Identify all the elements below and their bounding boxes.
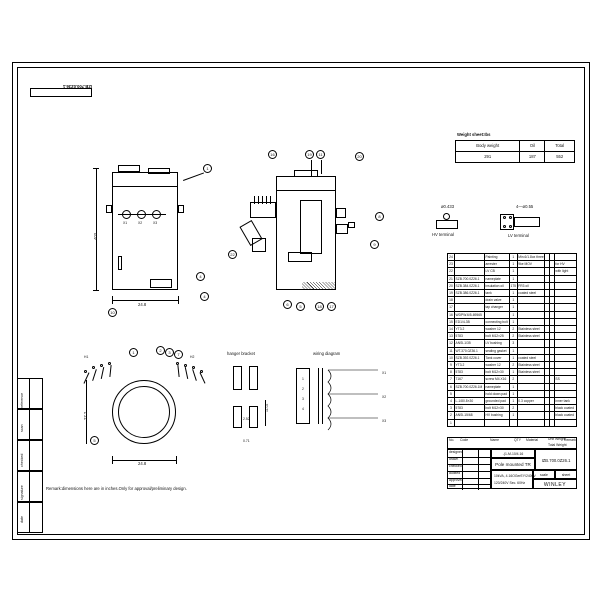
bom-cell-material [517, 275, 545, 282]
bom-cell-no: 18 [449, 298, 453, 303]
balloon-16: 16 [268, 150, 277, 159]
hanger-bracket-c [233, 406, 242, 428]
bom-cell-code [454, 419, 484, 426]
hanger-dim-1102: 11.02 [265, 403, 269, 412]
spec-line-1: 10kVA, 4.16OGerEY/2400V [494, 474, 536, 478]
bom-col-unit-weight: Unit Weight [548, 437, 566, 441]
bom-row [448, 376, 577, 383]
bom-row [448, 304, 577, 311]
approval-row-designed: designed [449, 450, 463, 454]
top-view-tag-h2: H2 [190, 355, 195, 359]
bom-cell-code: SZB.392.0Z26.1 [454, 354, 484, 361]
bom-col-material: Material [526, 438, 539, 442]
bom-cell-qty: 2 [509, 362, 517, 369]
bom-cell-name: sealing gasket [484, 347, 509, 354]
bom-cell-qty: 1 [509, 311, 517, 318]
spec-line-2: 120/240V Sec. 60Hz [494, 481, 526, 485]
bom-cell-name: drain valve [484, 297, 509, 304]
bom-cell-material: Stainless steel [517, 369, 545, 376]
balloon-4b: 4 [200, 292, 209, 301]
bom-cell-material: FR3 oil [517, 282, 545, 289]
balloon-11: 11 [316, 150, 325, 159]
bom-cell-qty: 1 [509, 412, 517, 419]
bom-cell-remark [554, 347, 576, 354]
front-bushing-axis [118, 214, 166, 215]
bom-cell-name: insulation oil [484, 282, 509, 289]
wiring-core2 [322, 368, 323, 424]
bom-cell-no: 24 [449, 255, 453, 259]
side-bracket-mid [336, 224, 348, 234]
front-side-strip [118, 256, 122, 270]
front-bushing-label-x3: X3 [153, 221, 158, 225]
balloon-5: 5 [296, 302, 305, 311]
top-view-tag-h1: H1 [84, 355, 89, 359]
bom-cell-material: Stainless steel [517, 362, 545, 369]
bom-cell-no: 14 [449, 327, 453, 332]
lv-terminal-dim: 4—ø0.55 [516, 204, 534, 209]
bom-cell-name: nameplate [484, 383, 509, 390]
bom-cell-material [517, 412, 545, 419]
sheet-label: sheet [555, 470, 577, 479]
balloon-3-top: 3 [165, 348, 174, 357]
weight-sheet-table [455, 140, 575, 163]
approval-row-checked: checked [449, 464, 462, 468]
wiring-out-x3: X3 [382, 419, 387, 423]
bom-cell-remark: inner tank [554, 398, 576, 405]
balloon-2-top: 2 [156, 346, 165, 355]
bom-cell-code [454, 304, 484, 311]
bom-cell-no: 13 [449, 334, 453, 339]
bom-cell-name: Tank cover [484, 354, 509, 361]
bom-row [448, 326, 577, 333]
front-view-cover-lip2 [118, 165, 140, 172]
bom-row [448, 390, 577, 397]
approval-row-drawn: drawn [449, 457, 459, 461]
bom-cell-code: ED1/4-3B [454, 318, 484, 325]
bom-cell-remark [554, 390, 576, 397]
bom-cell-qty: 2 [509, 376, 517, 383]
bom-row [448, 311, 577, 318]
bom-row [448, 398, 577, 405]
bom-cell-material: coated steel [517, 354, 545, 361]
side-bracket-top [336, 208, 346, 218]
bom-cell-no: 22 [449, 269, 453, 274]
bom-cell-material [517, 383, 545, 390]
bom-cell-remark: for HV [554, 261, 576, 268]
bom-cell-qty: 1 [509, 354, 517, 361]
balloon-19: 19 [305, 150, 314, 159]
bom-cell-remark [554, 326, 576, 333]
bom-cell-material [517, 347, 545, 354]
balloon-18: 18 [315, 302, 324, 311]
corner-code-text: IZB.700.0Z36.1 [62, 84, 92, 89]
bom-cell-material [517, 419, 545, 426]
bom-cell-code [454, 268, 484, 275]
drawing-number: IZB.700.0Z26.1 [535, 449, 577, 470]
remark-note: Remark:dimensions here are in inches.Only for approval/preliminary design. [46, 486, 187, 491]
bom-cell-material [517, 311, 545, 318]
bom-cell-no: 23 [449, 262, 453, 267]
approval-row-approved: approved [449, 478, 464, 482]
bom-cell-remark [554, 275, 576, 282]
bom-cell-qty: 1 [509, 275, 517, 282]
balloon-7-top: 7 [174, 350, 183, 359]
balloon-1-top: 1 [129, 348, 138, 357]
front-view-cover-lip [148, 168, 170, 174]
weight-value-body: 291 [456, 152, 520, 163]
bom-cell-remark [554, 282, 576, 289]
bom-cell-code: SZB.386.0Z26.1 [454, 290, 484, 297]
wiring-out-x1: X1 [382, 371, 387, 375]
bom-row [448, 254, 577, 261]
bom-cell-material [517, 304, 545, 311]
bom-cell-qty: 1 [509, 383, 517, 390]
hanger-dim-252: 2.52 [243, 417, 250, 421]
bom-cell-no: 2 [448, 412, 455, 419]
front-left-lug [106, 205, 112, 213]
balloon-6: 6 [283, 300, 292, 309]
bom-cell-qty [509, 419, 517, 426]
bom-cell-code: SZB.700.0Z26.1M [454, 383, 484, 390]
front-dim-line-h [112, 300, 178, 301]
front-dim-403: 403 [93, 233, 98, 240]
bom-cell-no: 10 [449, 355, 453, 360]
front-nameplate [150, 279, 172, 288]
bom-cell-code [454, 390, 484, 397]
drawing-sheet: IZB.700.0Z36.1 X1 X2 X3 403 24.8 1 4 4 10 16 19 11 20 8 9 22 6 5 18 17 ø0.433 HV terminal 4—ø0.55 LV terminal H1 H2 1 2 3 7 5 27.2 24.8 hanger bracket 11.02 2.52 0.71 wiring diagram X1 X2 X3 1 2 3 4 Remark:dimensions here are in inches.Only for approval/preliminary design. Weight sheet:Ibs Body weight Oil Total 291 187 552 24 Painting 1 Min.6/1.8ox three 23 arrester 1 9ke MOV for HV 22 LV CB 1 with light 21 SZB.700.0Z26.1 nameplate 1 20 SZB.384.0Z26.1 insulation oil 175 FR3 oil 19 SZB.386.0Z26.1 tank 1 coated steel 18 drain valve 1 17 tap changer 1 16 WDPW.6/5-69565 1 15 ED1/4-3B connecting bolt 1 14 YT3.2 washer 12 2 Stainless steel 13 5783 bolt M12×25 2 Stainless steel 12 ANSI-1/35 LV bushing 3 11 WT.370.0Z36.1 sealing gasket 1 10 SZB.392.0Z26.1 Tank cover 1 coated steel 9 YT3.2 washer 12 2 Stainless steel 8 5783 bolt M12×30 1 Stainless steel 7 7167 screw M4.X16 2 SS 6 SZB.700.0Z26.1M nameplate 1 5 hold down pad 1 4 L-1/80.8×30 grounded pad 1 0.3 copper inner tank 3 5783 bolt M12×30 2 black coated 2 ANSI-15/68 HV bushing 1 black coated 1 No. Code Name QTY Material Unit Weight Total Weight Remark designed drawn checked audited approved date -)1-M-10/4.16 Pole mounted TR IZB.700.0Z26.1 10kVA, 4.16OGerEY/2400V 120/240V Sec. 60Hz scale sheet WINLEY reference scan checked signature date [0, 0, 600, 600]
bom-cell-remark [554, 340, 576, 347]
bom-cell-remark [554, 362, 576, 369]
bom-cell-name: bolt M12×25 [484, 333, 509, 340]
bom-cell-no: 20 [449, 283, 453, 288]
side-view-hatch [302, 282, 336, 290]
bom-cell-code [454, 297, 484, 304]
approval-row-date: date [449, 484, 456, 488]
bom-cell-qty: 1 [509, 290, 517, 297]
bom-cell-no: 1 [448, 419, 455, 426]
bom-cell-material: 0.3 copper [517, 398, 545, 405]
bom-cell-material [517, 268, 545, 275]
side-view-cover-lip [294, 170, 318, 177]
bom-row [448, 275, 577, 282]
bom-cell-remark [554, 297, 576, 304]
bom-row [448, 412, 577, 419]
bom-col-remark: Remark [564, 438, 576, 442]
part-code: -)1-M-10/4.16 [491, 449, 535, 458]
drain-valve [252, 238, 266, 252]
wiring-coil [326, 364, 446, 444]
bom-cell-no: 11 [449, 348, 453, 353]
approval-grid [447, 449, 491, 489]
top-view-inner-circle [118, 386, 170, 438]
bom-cell-no: 8 [448, 369, 455, 376]
bom-cell-code: ANSI-1/35 [454, 340, 484, 347]
front-bushing-label-x1: X1 [123, 221, 128, 225]
balloon-10: 10 [108, 308, 117, 317]
bom-cell-code: SZB.384.0Z26.1 [454, 282, 484, 289]
bom-cell-name [484, 311, 509, 318]
bom-col-name: Name [490, 438, 500, 442]
bom-col-code: Code [460, 438, 469, 442]
bom-cell-no: 15 [449, 319, 453, 324]
bom-cell-no: 6 [448, 383, 455, 390]
bom-row [448, 369, 577, 376]
bom-cell-no: 5 [448, 390, 455, 397]
bom-cell-code [454, 254, 484, 261]
wiring-diagram-label: wiring diagram [313, 351, 341, 356]
balloon-5-top: 5 [90, 436, 99, 445]
bom-cell-code: 5783 [454, 405, 484, 412]
bom-cell-code: YT3.2 [454, 362, 484, 369]
bom-cell-name: Painting [484, 254, 509, 261]
side-view-cover-line [276, 190, 336, 191]
bom-cell-code: ANSI-15/68 [454, 412, 484, 419]
bom-cell-name [484, 419, 509, 426]
bom-cell-name: connecting bolt [485, 319, 508, 324]
balloon-4: 4 [196, 272, 205, 281]
front-dim-tick-r [178, 296, 179, 304]
bom-cell-code: SZB.700.0Z26.1 [454, 275, 484, 282]
bom-row [448, 290, 577, 297]
hv-terminal-body [436, 220, 458, 229]
bom-cell-code: WT.370.0Z36.1 [454, 347, 484, 354]
front-dim-tick-bottom [93, 290, 99, 291]
bom-cell-qty: 2 [509, 405, 517, 412]
leader-11 [321, 160, 322, 174]
bom-cell-remark: SS [554, 376, 576, 383]
bom-cell-no: 19 [449, 291, 453, 296]
bom-table [447, 253, 577, 427]
bom-cell-remark [554, 354, 576, 361]
bom-cell-material: Stainless steel [517, 333, 545, 340]
bom-cell-remark [554, 318, 576, 325]
bom-cell-name: washer 12 [484, 362, 509, 369]
title-block [447, 437, 577, 529]
tap-changer [250, 202, 276, 218]
bom-row [448, 419, 577, 426]
front-dim-tick-top [93, 168, 99, 169]
bom-row [448, 354, 577, 361]
bom-row [448, 297, 577, 304]
bom-row [448, 340, 577, 347]
bom-cell-material: Stainless steel [517, 326, 545, 333]
bom-cell-name: bolt M12×30 [484, 369, 509, 376]
bom-row [448, 318, 577, 325]
bom-cell-no: 21 [449, 276, 453, 281]
bom-cell-qty: 1 [509, 398, 517, 405]
bom-cell-material [517, 340, 545, 347]
bom-cell-material [517, 318, 545, 325]
bom-cell-qty: 1 [509, 369, 517, 376]
bom-row [448, 347, 577, 354]
stamp-checked: checked [20, 453, 24, 467]
bom-row [448, 282, 577, 289]
bom-cell-remark: with light [554, 268, 576, 275]
bom-cell-no: 12 [449, 341, 453, 346]
hv-terminal-hole [443, 213, 450, 220]
bom-cell-name: grounded pad [484, 398, 509, 405]
bom-cell-name: washer 12 [484, 326, 509, 333]
bom-cell-remark [554, 369, 576, 376]
bom-cell-qty: 175 [510, 283, 516, 288]
weight-header-body: Body weight [456, 141, 520, 152]
bom-cell-code: YT3.2 [454, 326, 484, 333]
bom-cell-code: 5783 [454, 369, 484, 376]
bom-cell-qty: 1 [509, 390, 517, 397]
stamp-date: date [20, 516, 24, 523]
bom-cell-name: arrester [484, 261, 509, 268]
approval-row-audited: audited [449, 471, 461, 475]
bom-cell-code: WDPW.6/5-69565 [454, 311, 484, 318]
front-view-cover-line [112, 186, 178, 187]
bom-cell-remark: black coated [554, 405, 576, 412]
bom-cell-qty: 1 [509, 304, 517, 311]
bom-cell-remark [554, 304, 576, 311]
bom-cell-no: 4 [448, 398, 455, 405]
bom-cell-remark [554, 290, 576, 297]
bom-row [448, 261, 577, 268]
bom-cell-no: 9 [448, 362, 455, 369]
bom-cell-qty: 2 [509, 326, 517, 333]
stamp-scan: scan [20, 424, 24, 432]
balloon-9: 9 [370, 240, 379, 249]
bom-cell-no: 7 [448, 376, 455, 383]
bom-row [448, 405, 577, 412]
bom-cell-qty: 3 [509, 340, 517, 347]
front-right-lug [178, 205, 184, 213]
bom-cell-name: nameplate [484, 275, 509, 282]
bom-cell-remark: black coated [554, 412, 576, 419]
lv-terminal-label: LV terminal [508, 233, 529, 238]
left-stamp-column [17, 378, 43, 533]
balloon-1: 1 [203, 164, 212, 173]
bom-col-no: No. [449, 438, 455, 442]
wiring-core [318, 368, 319, 424]
bom-cell-name: tap changer [484, 304, 509, 311]
bom-cell-code: L-1/80.8×30 [454, 398, 484, 405]
bom-row [448, 362, 577, 369]
bom-col-total-weight: Total Weight [548, 443, 567, 447]
top-dim-272: 27.2 [83, 411, 88, 420]
bom-cell-name: bolt M12×30 [484, 405, 509, 412]
hv-terminal-dim: ø0.433 [441, 204, 455, 209]
front-dim-tick-l [112, 296, 113, 304]
bom-cell-name: screw M4.X16 [484, 376, 509, 383]
bom-cell-code: 5783 [454, 333, 484, 340]
side-view-core [300, 200, 322, 254]
hanger-dim-071: 0.71 [243, 439, 250, 443]
bom-cell-material: coated steel [517, 290, 545, 297]
bom-row [448, 268, 577, 275]
bom-cell-remark [554, 333, 576, 340]
front-view-tank [112, 172, 178, 290]
hanger-bracket-b [249, 366, 258, 390]
weight-header-total: Total [545, 141, 575, 152]
bom-cell-qty: 1 [509, 297, 517, 304]
company-name: WINLEY [533, 479, 577, 489]
bom-cell-remark [554, 383, 576, 390]
lv-lug [348, 222, 355, 228]
bom-cell-remark [554, 254, 576, 261]
weight-value-total: 552 [545, 152, 575, 163]
bom-row [448, 383, 577, 390]
weight-value-oil: 187 [520, 152, 545, 163]
balloon-20: 20 [355, 152, 364, 161]
wiring-out-x2: X2 [382, 395, 387, 399]
bom-cell-remark [554, 311, 576, 318]
bom-cell-material: 9ke MOV [517, 261, 545, 268]
stamp-signature: signature [20, 485, 24, 500]
bom-cell-no: 3 [448, 405, 455, 412]
bom-cell-name: HV bushing [484, 412, 509, 419]
hanger-bracket-d [249, 406, 258, 428]
bom-cell-material [517, 297, 545, 304]
part-name: Pole mounted TR [491, 458, 535, 470]
balloon-17: 17 [327, 302, 336, 311]
bom-cell-material [517, 376, 545, 383]
bom-cell-qty: 1 [509, 261, 517, 268]
hanger-bracket-a [233, 366, 242, 390]
bom-cell-qty: 1 [509, 254, 517, 261]
weight-header-oil: Oil [520, 141, 545, 152]
bom-cell-qty: 1 [509, 318, 517, 325]
hanger-bracket-label: hanger bracket [227, 351, 255, 356]
scale-label: scale [533, 470, 555, 479]
front-dim-248: 24.8 [138, 302, 147, 307]
balloon-8: 8 [375, 212, 384, 221]
bom-cell-name: LV CB [484, 268, 509, 275]
bom-cell-material [517, 405, 545, 412]
bom-cell-qty: 2 [509, 333, 517, 340]
weight-sheet-title: Weight sheet:Ibs [457, 132, 491, 137]
bom-row [448, 333, 577, 340]
bom-cell-remark [554, 419, 576, 426]
leader-19 [311, 160, 312, 176]
bom-cell-name: LV bushing [484, 340, 509, 347]
bom-cell-name: hold down pad [484, 390, 509, 397]
bom-cell-material [517, 390, 545, 397]
side-view-block [288, 252, 312, 262]
bom-cell-qty: 1 [509, 347, 517, 354]
front-bushing-label-x2: X2 [138, 221, 143, 225]
lv-terminal-body [514, 217, 540, 227]
bom-cell-code: 7167 [454, 376, 484, 383]
bom-cell-no: 17 [449, 305, 453, 310]
bom-cell-name: tank [484, 290, 509, 297]
stamp-reference: reference [20, 392, 24, 408]
bom-cell-code [454, 261, 484, 268]
bom-col-qty: QTY [514, 438, 521, 442]
balloon-22: 22 [228, 250, 237, 259]
hv-terminal-label: HV terminal [432, 232, 454, 237]
bom-cell-no: 16 [449, 312, 453, 317]
corner-code-box [30, 88, 92, 97]
bom-cell-material: Min.6/1.8ox three [518, 255, 544, 259]
bom-cell-qty: 1 [509, 268, 517, 275]
top-dim-248: 24.8 [138, 461, 147, 466]
